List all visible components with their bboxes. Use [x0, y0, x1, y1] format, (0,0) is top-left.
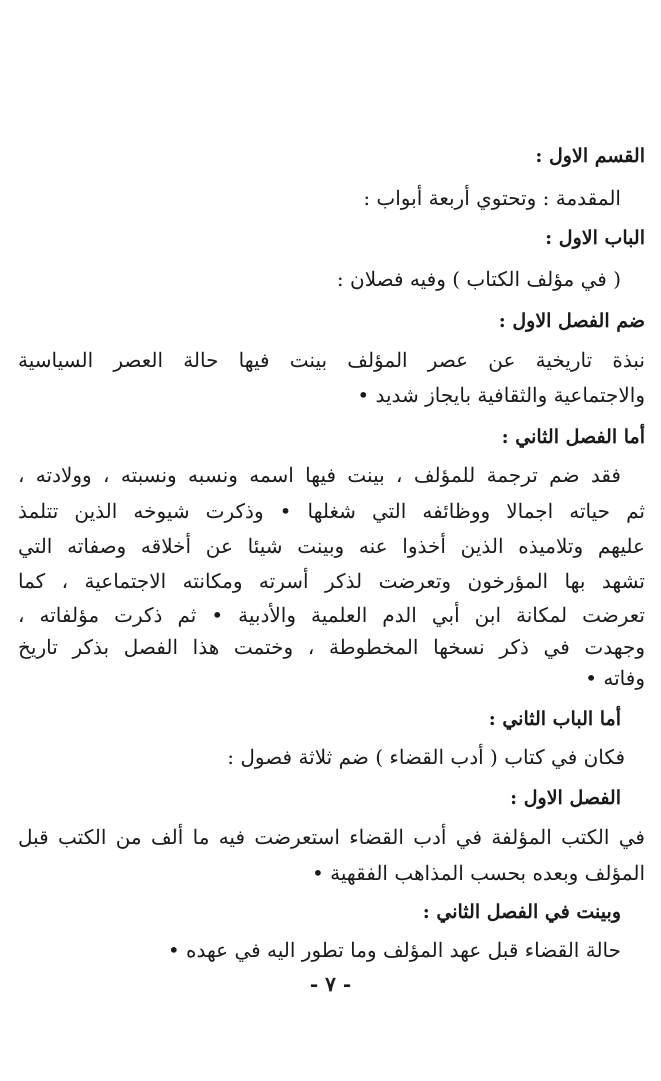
page-number: - ٧ -: [309, 972, 352, 996]
section-one-heading: ضم الفصل الاول :: [498, 310, 645, 332]
body-line: تعرضت لمكانة ابن أبي الدم العلمية والأدبية • ثم ذكرت مؤلفاته ،: [18, 603, 645, 627]
chapter-one-description: ( في مؤلف الكتاب ) وفيه فصلان :: [336, 267, 621, 291]
body-line: تشهد بها المؤرخون وتعرضت لذكر أسرته ومكانته الاجتماعية ، كما: [18, 569, 645, 593]
chapter-two-description: فكان في كتاب ( أدب القضاء ) ضم ثلاثة فصول :: [227, 745, 625, 769]
introduction-text: المقدمة : وتحتوي أربعة أبواب :: [363, 186, 621, 210]
chapter-two-section-two-heading: وبينت في الفصل الثاني :: [422, 901, 621, 923]
body-line: عليهم وتلاميذه الذين أخذوا عنه وبينت شيئا عن أخلاقه وصفاته التي: [18, 534, 645, 558]
body-line: حالة القضاء قبل عهد المؤلف وما تطور اليه في عهده •: [167, 938, 621, 962]
body-line: وفاته •: [585, 666, 645, 690]
chapter-one-heading: الباب الاول :: [545, 227, 645, 249]
body-line: والاجتماعية والثقافية بايجاز شديد •: [357, 383, 645, 407]
chapter-two-section-one-heading: الفصل الاول :: [510, 787, 621, 809]
body-line: فقد ضم ترجمة للمؤلف ، بينت فيها اسمه ونسبه ونسبته ، وولادته ،: [18, 463, 621, 487]
body-line: نبذة تاريخية عن عصر المؤلف بينت فيها حالة العصر السياسية: [18, 348, 645, 372]
body-line: وجهدت في ذكر نسخها المخطوطة ، وختمت هذا الفصل بذكر تاريخ: [18, 635, 645, 659]
chapter-two-heading: أما الباب الثاني :: [488, 708, 621, 730]
body-line: في الكتب المؤلفة في أدب القضاء استعرضت فيه ما ألف من الكتب قبل: [18, 825, 645, 849]
section-heading-part-one: القسم الاول :: [535, 145, 645, 167]
body-line: ثم حياته اجمالا ووظائفه التي شغلها • وذكرت شيوخه الذين تتلمذ: [18, 499, 645, 523]
section-two-heading: أما الفصل الثاني :: [501, 426, 645, 448]
body-line: المؤلف وبعده بحسب المذاهب الفقهية •: [311, 861, 645, 885]
